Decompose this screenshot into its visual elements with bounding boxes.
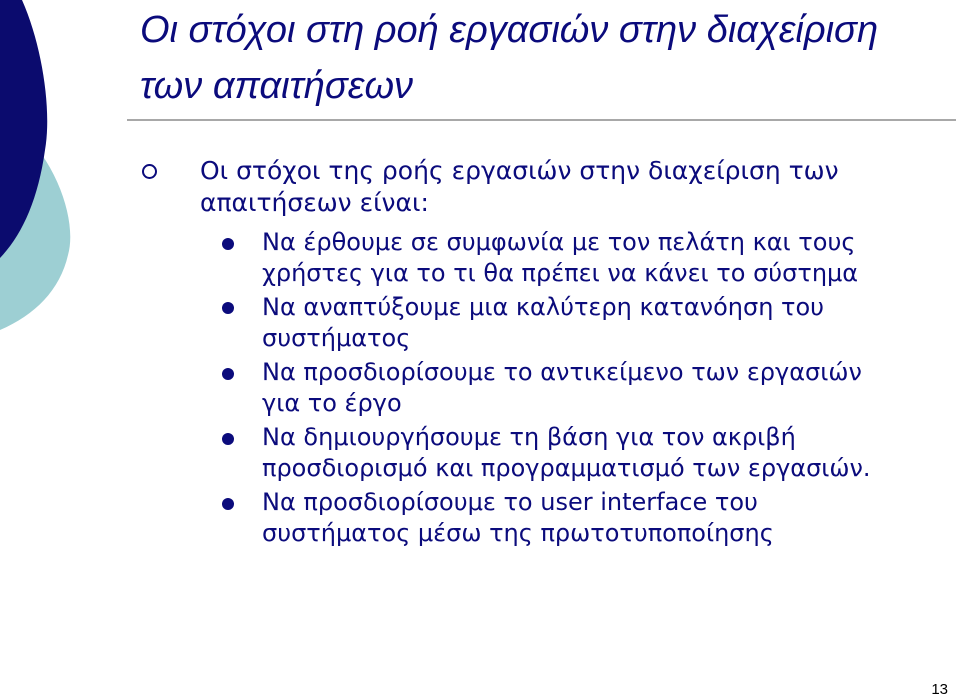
dot-bullet-icon: [222, 302, 234, 314]
sub-bullet-4-line-1: Να δημιουργήσουμε τη βάση για τον ακριβή: [262, 423, 796, 451]
dot-bullet-icon: [222, 238, 234, 250]
dot-bullet-icon: [222, 433, 234, 445]
page-number: 13: [931, 681, 948, 698]
sub-bullet-1-line-2: χρήστες για το τι θα πρέπει να κάνει το σύστημα: [262, 259, 859, 287]
main-bullet-text: Οι στόχοι της ροής εργασιών στην διαχείριση των απαιτήσεων είναι:: [200, 156, 839, 217]
dot-bullet-icon: [222, 368, 234, 380]
sub-bullet-1-line-1: Να έρθουμε σε συμφωνία με τον πελάτη και τους: [262, 228, 856, 256]
sub-bullet-4-line-2: προσδιορισμό και προγραμματισμό των εργασιών.: [262, 454, 871, 482]
sub-bullet-2-line-2: συστήματος: [262, 324, 411, 352]
sub-bullet-2-line-1: Να αναπτύξουμε μια καλύτερη κατανόηση του: [262, 293, 825, 321]
sub-bullet-5-line-2: συστήματος μέσω της πρωτοτυποποίησης: [262, 519, 774, 547]
title-divider: [127, 119, 956, 121]
sub-bullet-3-line-1: Να προσδιορίσουμε το αντικείμενο των εργασιών: [262, 358, 862, 386]
sub-bullet-5-line-1: Να προσδιορίσουμε το user interface του: [262, 488, 758, 516]
dot-bullet-icon: [222, 498, 234, 510]
slide-title: Οι στόχοι στη ροή εργασιών στην διαχείριση των απαιτήσεων: [140, 9, 879, 107]
ring-bullet-icon: [142, 164, 157, 179]
corner-decoration: [0, 0, 80, 340]
sub-bullet-3-line-2: για το έργο: [262, 389, 402, 417]
